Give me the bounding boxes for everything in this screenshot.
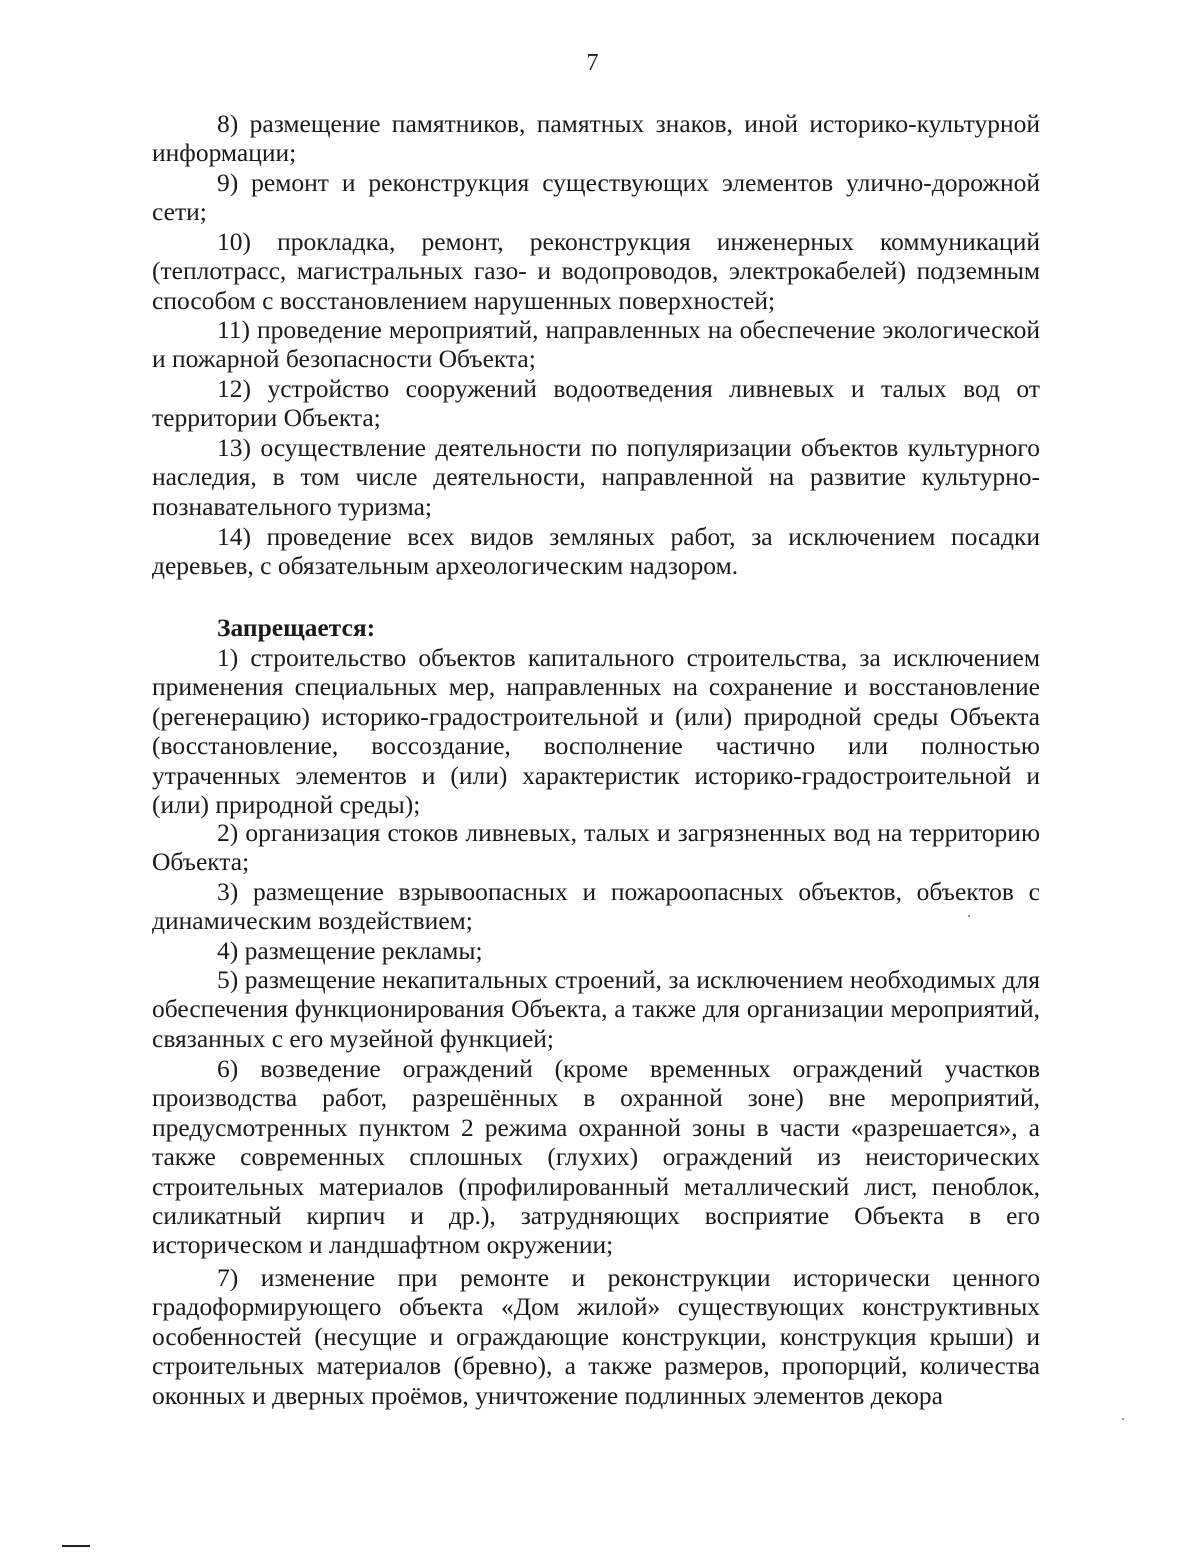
prohibited-item-1: 1) строительство объектов капитального строительства, за исключением применения специальных мер, направленных на сохранение и восстановление (регенерацию) историко-градостроительной и (или) природной среды Объекта (восстановление, воссоздание, восполнение частично или полностью утраченных элементов и (или) характеристик историко-градостроительной и (или) природной среды); — [152, 643, 1040, 820]
prohibited-item-5: 5) размещение некапитальных строений, за исключением необходимых для обеспечения функционирования Объекта, а также для организации мероприятий, связанных с его музейной функцией; — [152, 965, 1040, 1053]
page-number: 7 — [586, 50, 599, 76]
prohibited-item-6: 6) возведение ограждений (кроме временных ограждений участков производства работ, разрешённых в охранной зоне) вне мероприятий, предусмотренных пунктом 2 режима охранной зоны в части «разрешается», а также современных сплошных (глухих) ограждений из неисторических строительных материалов (профилированный металлический лист, пеноблок, силикатный кирпич и др.), затрудняющих восприятие Объекта в его историческом и ландшафтном окружении; — [152, 1054, 1040, 1260]
prohibited-item-7: 7) изменение при ремонте и реконструкции исторически ценного градоформирующего объекта «Дом жилой» существующих конструктивных особенностей (несущие и ограждающие конструкции, конструкция крыши) и строительных материалов (бревно), а также размеров, пропорций, количества оконных и дверных проёмов, уничтожение подлинных элементов декора — [152, 1263, 1040, 1410]
scan-speck — [1122, 1418, 1124, 1420]
scan-speck — [968, 915, 970, 917]
prohibited-item-4: 4) размещение рекламы; — [217, 936, 483, 965]
permitted-item-11: 11) проведение мероприятий, направленных на обеспечение экологической и пожарной безопасности Объекта; — [152, 315, 1040, 374]
permitted-item-10: 10) прокладка, ремонт, реконструкция инженерных коммуникаций (теплотрасс, магистральных газо- и водопроводов, электрокабелей) подземным способом с восстановлением нарушенных поверхностей; — [152, 227, 1040, 315]
permitted-item-14: 14) проведение всех видов земляных работ, за исключением посадки деревьев, с обязательным археологическим надзором. — [152, 522, 1040, 581]
prohibited-heading: Запрещается: — [217, 613, 376, 642]
permitted-item-12: 12) устройство сооружений водоотведения ливневых и талых вод от территории Объекта; — [152, 374, 1040, 433]
permitted-item-13: 13) осуществление деятельности по популяризации объектов культурного наследия, в том числе деятельности, направленной на развитие культурно-познавательного туризма; — [152, 433, 1040, 521]
permitted-item-8: 8) размещение памятников, памятных знаков, иной историко-культурной информации; — [152, 109, 1040, 168]
prohibited-item-2: 2) организация стоков ливневых, талых и загрязненных вод на территорию Объекта; — [152, 818, 1040, 877]
scan-edge-mark — [62, 1545, 90, 1547]
permitted-item-9: 9) ремонт и реконструкция существующих элементов улично-дорожной сети; — [152, 168, 1040, 227]
prohibited-item-3: 3) размещение взрывоопасных и пожароопасных объектов, объектов с динамическим воздействием; — [152, 877, 1040, 936]
